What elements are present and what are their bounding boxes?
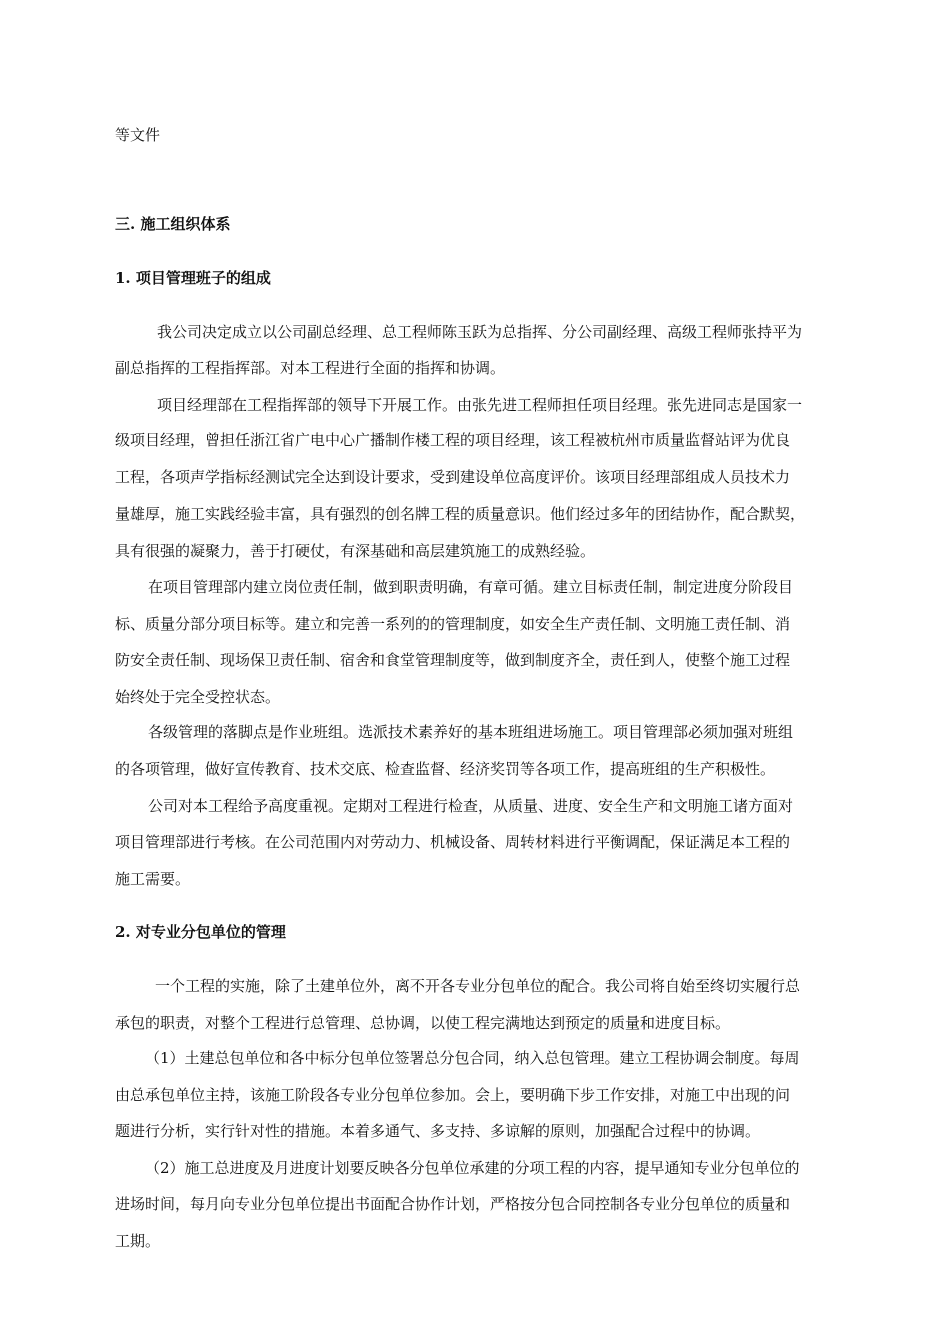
paragraph-line: 题进行分析，实行针对性的措施。本着多通气、多支持、多谅解的原则，加强配合过程中的协调。 <box>115 1122 761 1140</box>
paragraph-line: 各级管理的落脚点是作业班组。选派技术素养好的基本班组进场施工。项目管理部必须加强对班组 <box>148 723 794 741</box>
paragraph-line: （2）施工总进度及月进度计划要反映各分包单位承建的分项工程的内容，提早通知专业分包单位的 <box>145 1159 800 1177</box>
paragraph-line: 始终处于完全受控状态。 <box>115 688 281 706</box>
paragraph-line: 级项目经理，曾担任浙江省广电中心广播制作楼工程的项目经理，该工程被杭州市质量监督站评为优良 <box>115 431 791 449</box>
paragraph-line: 一个工程的实施，除了土建单位外，离不开各专业分包单位的配合。我公司将自始至终切实履行总 <box>155 977 801 995</box>
paragraph-line: 施工需要。 <box>115 870 191 888</box>
paragraph-line: 防安全责任制、现场保卫责任制、宿舍和食堂管理制度等，做到制度齐全，责任到人，使整个施工过程 <box>115 651 791 669</box>
paragraph-line: 项目管理部进行考核。在公司范围内对劳动力、机械设备、周转材料进行平衡调配，保证满足本工程的 <box>115 833 791 851</box>
paragraph-line: 项目经理部在工程指挥部的领导下开展工作。由张先进工程师担任项目经理。张先进同志是国家一 <box>157 396 803 414</box>
subsection-title-2: 2. 对专业分包单位的管理 <box>115 923 286 941</box>
paragraph-line: 工程，各项声学指标经测试完全达到设计要求，受到建设单位高度评价。该项目经理部组成人员技术力 <box>115 468 791 486</box>
paragraph-line: 具有很强的凝聚力，善于打硬仗，有深基础和高层建筑施工的成熟经验。 <box>115 542 596 560</box>
paragraph-line: 标、质量分部分项目标等。建立和完善一系列的的管理制度，如安全生产责任制、文明施工责任制、消 <box>115 615 791 633</box>
paragraph-line: 量雄厚，施工实践经验丰富，具有强烈的创名牌工程的质量意识。他们经过多年的团结协作，配合默契， <box>115 505 806 523</box>
paragraph-line: 在项目管理部内建立岗位责任制，做到职责明确，有章可循。建立目标责任制，制定进度分阶段目 <box>148 578 794 596</box>
paragraph-line: 承包的职责，对整个工程进行总管理、总协调，以使工程完满地达到预定的质量和进度目标。 <box>115 1014 731 1032</box>
section-title: 三. 施工组织体系 <box>115 215 231 233</box>
paragraph-line: 工期。 <box>115 1232 161 1250</box>
paragraph-line: 的各项管理，做好宣传教育、技术交底、检查监督、经济奖罚等各项工作，提高班组的生产积极性。 <box>115 760 776 778</box>
paragraph-line: 副总指挥的工程指挥部。对本工程进行全面的指挥和协调。 <box>115 359 506 377</box>
paragraph-line: 进场时间，每月向专业分包单位提出书面配合协作计划，严格按分包合同控制各专业分包单位的质量和 <box>115 1195 791 1213</box>
paragraph-line: （1）土建总包单位和各中标分包单位签署总分包合同，纳入总包管理。建立工程协调会制度。每周 <box>145 1049 800 1067</box>
subsection-title-1: 1. 项目管理班子的组成 <box>115 269 271 287</box>
paragraph-line: 公司对本工程给予高度重视。定期对工程进行检查，从质量、进度、安全生产和文明施工诸方面对 <box>148 797 794 815</box>
paragraph-line: 我公司决定成立以公司副总经理、总工程师陈玉跃为总指挥、分公司副经理、高级工程师张持平为 <box>157 323 803 341</box>
paragraph-line: 由总承包单位主持，该施工阶段各专业分包单位参加。会上，要明确下步工作安排，对施工中出现的问 <box>115 1086 791 1104</box>
carryover-text: 等文件 <box>115 126 161 144</box>
